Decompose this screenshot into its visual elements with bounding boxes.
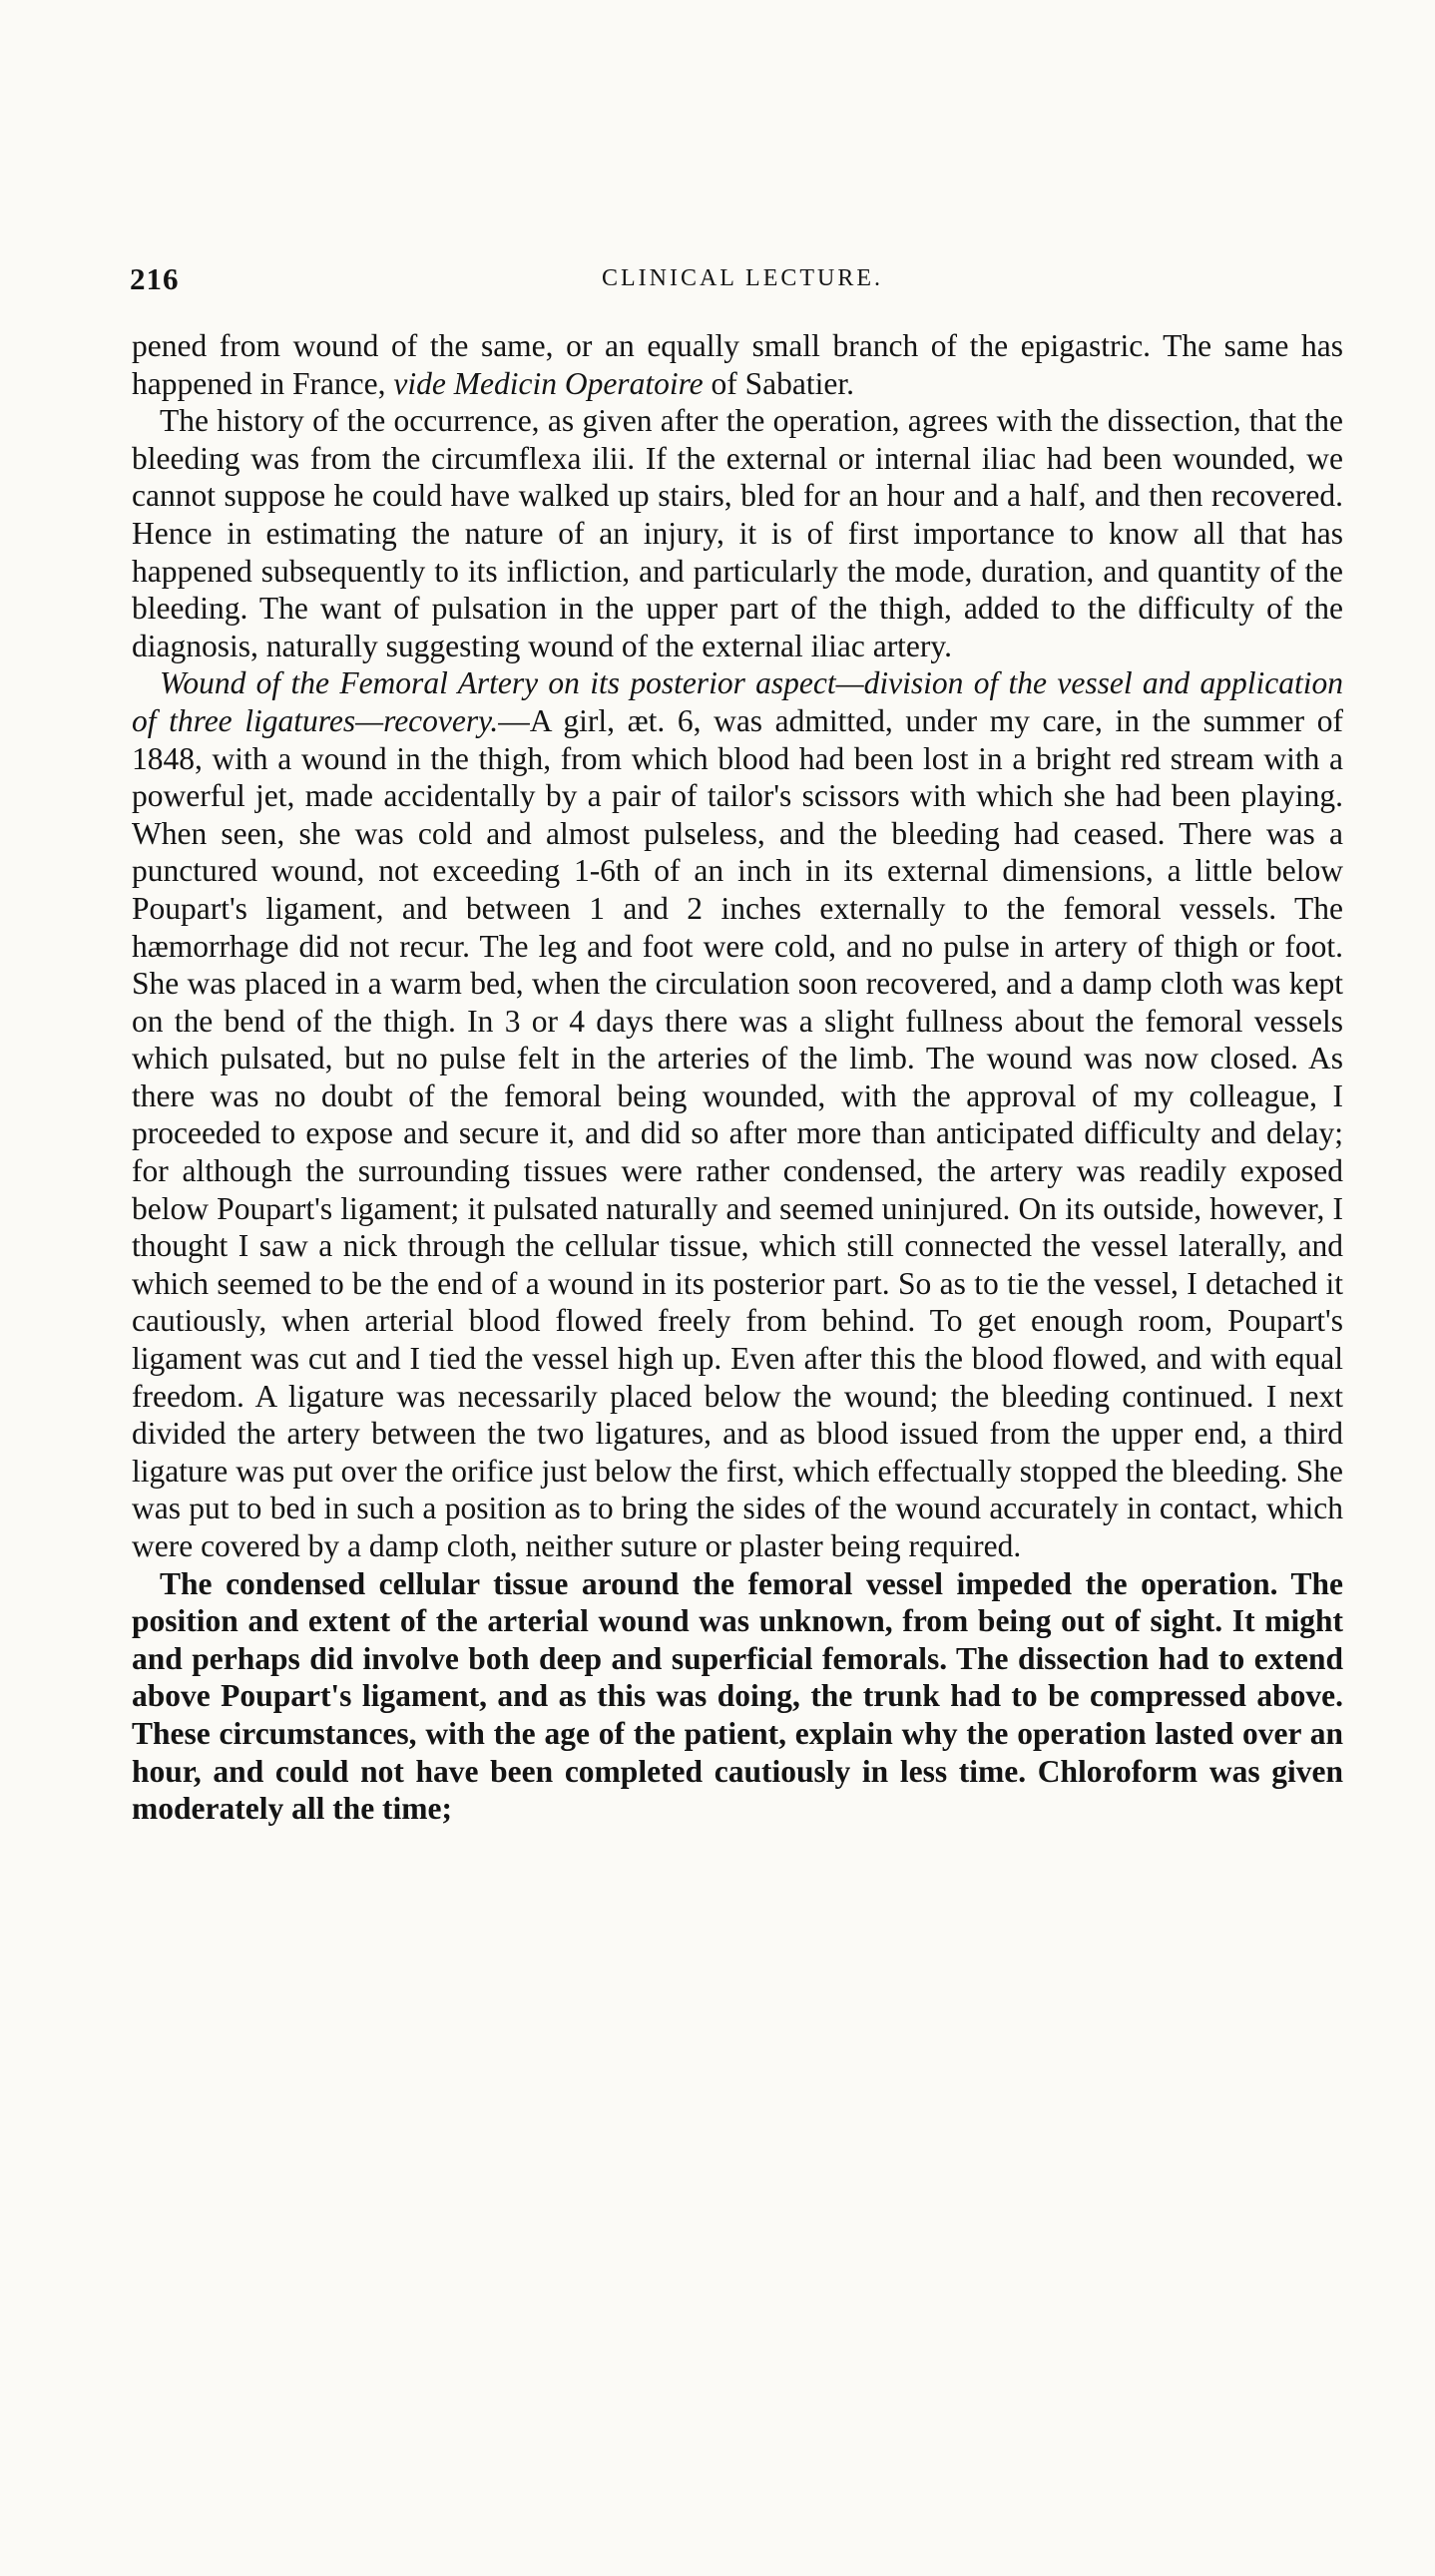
body-text [132, 327, 1343, 1828]
case-text: —A girl, æt. 6, was admitted, under my care, in the summer of 1848, with a wound in the thigh, from which blood had been lost in a bright red stream with a powerful jet, made accidentally by a pair of tailor's scissors with which she had been playing. When seen, she was cold and almost pulseless, and the bleeding had ceased. There was a punctured wound, not exceeding 1-6th of an inch in its external dimensions, a little below Poupart's ligament, and between 1 and 2 inches externally to the femoral vessels. The hæmorrhage did not recur. The leg and foot were cold, and no pulse in artery of thigh or foot. She was placed in a warm bed, when the circulation soon recovered, and a damp cloth was kept on the bend of the thigh. In 3 or 4 days there was a slight fullness about the femoral vessels which pulsated, but no pulse felt in the arteries of the limb. The wound was now closed. As there was no doubt of the femoral being wounded, with the approval of my colleague, I proceeded to expose and secure it, and did so after more than anticipated difficulty and delay; for although the surrounding tissues were rather condensed, the artery was readily exposed below Poupart's ligament; it pulsated naturally and seemed uninjured. On its outside, however, I thought I saw a nick through the cellular tissue, which still connected the vessel laterally, and which seemed to be the end of a wound in its posterior part. So as to tie the vessel, I detached it cautiously, when arterial blood flowed freely from behind. To get enough room, Poupart's ligament was cut and I tied the vessel high up. Even after this the blood flowed, and with equal freedom. A ligature was necessarily placed below the wound; the bleeding continued. I next divided the artery between the two ligatures, and as blood issued from the upper end, a third ligature was put over the orifice just below the first, which effectually stopped the bleeding. She was put to bed in such a position as to bring the sides of the wound accurately in contact, which were covered by a damp cloth, neither suture or plaster being required. [132, 702, 1343, 1563]
citation-italic: vide Medicin Operatoire [393, 365, 704, 401]
page-header [130, 261, 1355, 301]
paragraph-1-end: of Sabatier. [703, 365, 854, 401]
case-title: Wound of the Femoral Artery on its posterior aspect—division of the vessel and application of three ligatures—recovery. [132, 665, 1343, 738]
paragraph-history: The history of the occurrence, as given after the operation, agrees with the dissection, that the bleeding was from the circumflexa ilii. If the external or internal iliac had been wounded, we cannot suppose he could have walked up stairs, bled for an hour and a half, and then recovered. Hence in estimating the nature of an injury, it is of first importance to know all that has happened subsequently to its infliction, and particularly the mode, duration, and quantity of the bleeding. The want of pulsation in the upper part of the thigh, added to the difficulty of the diagnosis, naturally suggesting wound of the external iliac artery. [132, 403, 1343, 663]
running-head: CLINICAL LECTURE. [601, 265, 884, 291]
paragraph-1-text: pened from wound of the same, or an equally small branch of the epigastric. The same has happened in France, [132, 328, 1343, 401]
page-number: 216 [130, 261, 180, 296]
paragraph-case-report [132, 664, 1343, 1564]
paragraph-continuation [132, 327, 1343, 402]
paragraph-discussion: The condensed cellular tissue around the femoral vessel impeded the operation. The position and extent of the arterial wound was unknown, from being out of sight. It might and perhaps did involve both deep and superficial femorals. The dissection had to extend above Poupart's ligament, and as this was doing, the trunk had to be compressed above. These circumstances, with the age of the patient, explain why the operation lasted over an hour, and could not have been completed cautiously in less time. Chloroform was given moderately all the time; [132, 1565, 1343, 1827]
